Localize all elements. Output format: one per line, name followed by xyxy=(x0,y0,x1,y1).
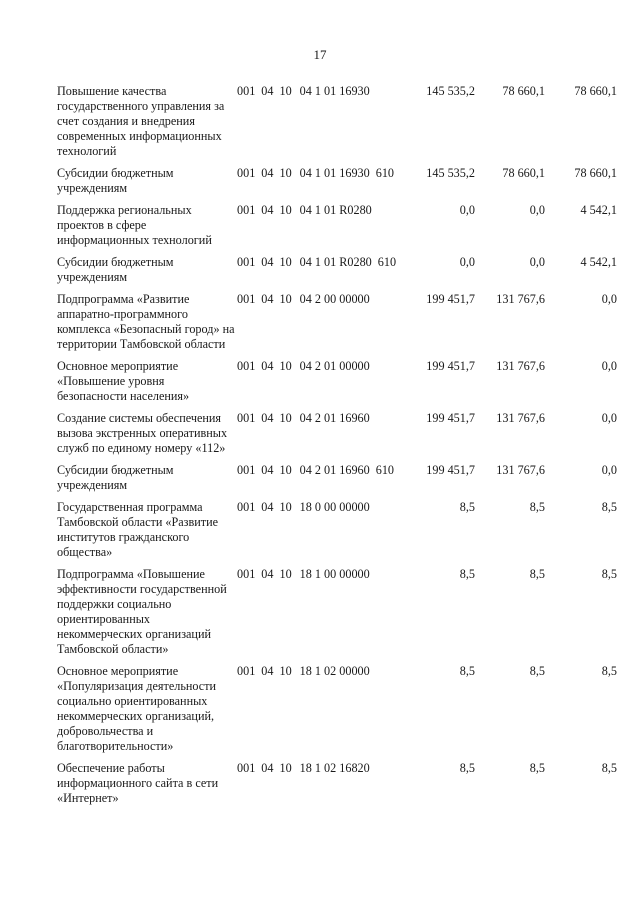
amount-year-1: 8,5 xyxy=(459,567,475,581)
amount-year-2: 8,5 xyxy=(529,567,545,581)
amount-year-3: 0,0 xyxy=(601,292,617,306)
table-row xyxy=(57,500,617,567)
admin-code: 001 xyxy=(237,292,256,306)
target-article-code: 18 0 00 00000 xyxy=(299,500,370,514)
subsection-code: 10 xyxy=(279,84,292,98)
row-code xyxy=(237,664,405,761)
row-code xyxy=(237,761,405,813)
target-article-code: 04 1 01 16930 xyxy=(299,84,370,98)
amount-year-3: 8,5 xyxy=(601,567,617,581)
row-name: Обеспечение работы информационного сайта в сети «Интернет» xyxy=(57,761,219,805)
table-row xyxy=(57,761,617,813)
amount-year-1: 0,0 xyxy=(459,203,475,217)
subsection-code: 10 xyxy=(279,166,292,180)
amount-year-1: 0,0 xyxy=(459,255,475,269)
amount-year-2: 0,0 xyxy=(529,255,545,269)
section-code: 04 xyxy=(261,255,274,269)
amount-year-3: 8,5 xyxy=(601,761,617,775)
section-code: 04 xyxy=(261,664,274,678)
target-article-code: 04 1 01 R0280 xyxy=(299,203,372,217)
expense-type-code: 610 xyxy=(375,166,395,180)
amount-year-1: 199 451,7 xyxy=(426,359,475,373)
amount-year-1: 8,5 xyxy=(459,664,475,678)
admin-code: 001 xyxy=(237,203,256,217)
target-article-code: 04 2 01 16960 xyxy=(299,463,370,477)
subsection-code: 10 xyxy=(279,255,292,269)
expense-type-code: 610 xyxy=(375,463,395,477)
row-code xyxy=(237,203,405,255)
subsection-code: 10 xyxy=(279,292,292,306)
section-code: 04 xyxy=(261,203,274,217)
row-name: Создание системы обеспечения вызова экстренных оперативных служб по единому номеру «112» xyxy=(57,411,228,455)
target-article-code: 04 1 01 16930 xyxy=(299,166,370,180)
admin-code: 001 xyxy=(237,463,256,477)
row-name: Поддержка региональных проектов в сфере информационных технологий xyxy=(57,203,212,247)
amount-year-1: 145 535,2 xyxy=(426,166,475,180)
target-article-code: 04 1 01 R0280 xyxy=(299,255,372,269)
subsection-code: 10 xyxy=(279,359,292,373)
amount-year-2: 131 767,6 xyxy=(496,359,545,373)
amount-year-2: 8,5 xyxy=(529,761,545,775)
admin-code: 001 xyxy=(237,664,256,678)
target-article-code: 04 2 00 00000 xyxy=(299,292,370,306)
table-row xyxy=(57,255,617,292)
section-code: 04 xyxy=(261,84,274,98)
amount-year-3: 78 660,1 xyxy=(574,166,617,180)
admin-code: 001 xyxy=(237,567,256,581)
subsection-code: 10 xyxy=(279,411,292,425)
section-code: 04 xyxy=(261,567,274,581)
subsection-code: 10 xyxy=(279,463,292,477)
row-name: Субсидии бюджетным учреждениям xyxy=(57,255,174,284)
row-code xyxy=(237,359,405,411)
target-article-code: 04 2 01 16960 xyxy=(299,411,370,425)
section-code: 04 xyxy=(261,500,274,514)
amount-year-3: 0,0 xyxy=(601,463,617,477)
admin-code: 001 xyxy=(237,411,256,425)
table-row xyxy=(57,664,617,761)
section-code: 04 xyxy=(261,761,274,775)
row-name: Субсидии бюджетным учреждениям xyxy=(57,166,174,195)
amount-year-2: 78 660,1 xyxy=(502,166,545,180)
row-name: Основное мероприятие «Повышение уровня безопасности населения» xyxy=(57,359,190,403)
budget-table-body xyxy=(57,84,617,813)
amount-year-1: 199 451,7 xyxy=(426,411,475,425)
row-code xyxy=(237,166,405,203)
section-code: 04 xyxy=(261,463,274,477)
admin-code: 001 xyxy=(237,255,256,269)
row-code xyxy=(237,567,405,664)
amount-year-1: 8,5 xyxy=(459,761,475,775)
amount-year-1: 8,5 xyxy=(459,500,475,514)
target-article-code: 04 2 01 00000 xyxy=(299,359,370,373)
amount-year-2: 8,5 xyxy=(529,664,545,678)
subsection-code: 10 xyxy=(279,500,292,514)
amount-year-2: 131 767,6 xyxy=(496,463,545,477)
amount-year-1: 199 451,7 xyxy=(426,292,475,306)
section-code: 04 xyxy=(261,292,274,306)
amount-year-2: 0,0 xyxy=(529,203,545,217)
section-code: 04 xyxy=(261,411,274,425)
admin-code: 001 xyxy=(237,359,256,373)
table-row xyxy=(57,359,617,411)
target-article-code: 18 1 00 00000 xyxy=(299,567,370,581)
subsection-code: 10 xyxy=(279,761,292,775)
amount-year-2: 131 767,6 xyxy=(496,411,545,425)
amount-year-3: 78 660,1 xyxy=(574,84,617,98)
amount-year-3: 4 542,1 xyxy=(580,203,617,217)
amount-year-1: 199 451,7 xyxy=(426,463,475,477)
subsection-code: 10 xyxy=(279,203,292,217)
table-row xyxy=(57,203,617,255)
admin-code: 001 xyxy=(237,84,256,98)
row-name: Подпрограмма «Развитие аппаратно-программного комплекса «Безопасный город» на территории Тамбовской области xyxy=(57,292,235,351)
table-row xyxy=(57,292,617,359)
row-code xyxy=(237,500,405,567)
row-name: Повышение качества государственного управления за счет создания и внедрения современных информационных технологий xyxy=(57,84,225,158)
row-code xyxy=(237,463,405,500)
page-number: 17 xyxy=(313,47,327,62)
admin-code: 001 xyxy=(237,761,256,775)
row-code xyxy=(237,255,405,292)
amount-year-2: 131 767,6 xyxy=(496,292,545,306)
amount-year-3: 8,5 xyxy=(601,500,617,514)
table-row xyxy=(57,463,617,500)
row-name: Государственная программа Тамбовской области «Развитие институтов гражданского общества» xyxy=(57,500,219,559)
table-row xyxy=(57,567,617,664)
amount-year-2: 8,5 xyxy=(529,500,545,514)
amount-year-3: 4 542,1 xyxy=(580,255,617,269)
row-code xyxy=(237,292,405,359)
budget-table xyxy=(57,84,617,813)
amount-year-3: 8,5 xyxy=(601,664,617,678)
target-article-code: 18 1 02 16820 xyxy=(299,761,370,775)
row-code xyxy=(237,84,405,166)
admin-code: 001 xyxy=(237,500,256,514)
row-name: Субсидии бюджетным учреждениям xyxy=(57,463,174,492)
amount-year-1: 145 535,2 xyxy=(426,84,475,98)
amount-year-2: 78 660,1 xyxy=(502,84,545,98)
table-row xyxy=(57,411,617,463)
section-code: 04 xyxy=(261,359,274,373)
row-code xyxy=(237,411,405,463)
target-article-code: 18 1 02 00000 xyxy=(299,664,370,678)
expense-type-code: 610 xyxy=(377,255,397,269)
subsection-code: 10 xyxy=(279,664,292,678)
row-name: Подпрограмма «Повышение эффективности государственной поддержки социально ориентированных некоммерческих организаций Тамбовской области» xyxy=(57,567,227,656)
row-name: Основное мероприятие «Популяризация деятельности социально ориентированных некоммерческих организаций, добровольчества и благотворительности» xyxy=(57,664,217,753)
section-code: 04 xyxy=(261,166,274,180)
table-row xyxy=(57,166,617,203)
subsection-code: 10 xyxy=(279,567,292,581)
table-row xyxy=(57,84,617,166)
amount-year-3: 0,0 xyxy=(601,411,617,425)
admin-code: 001 xyxy=(237,166,256,180)
amount-year-3: 0,0 xyxy=(601,359,617,373)
